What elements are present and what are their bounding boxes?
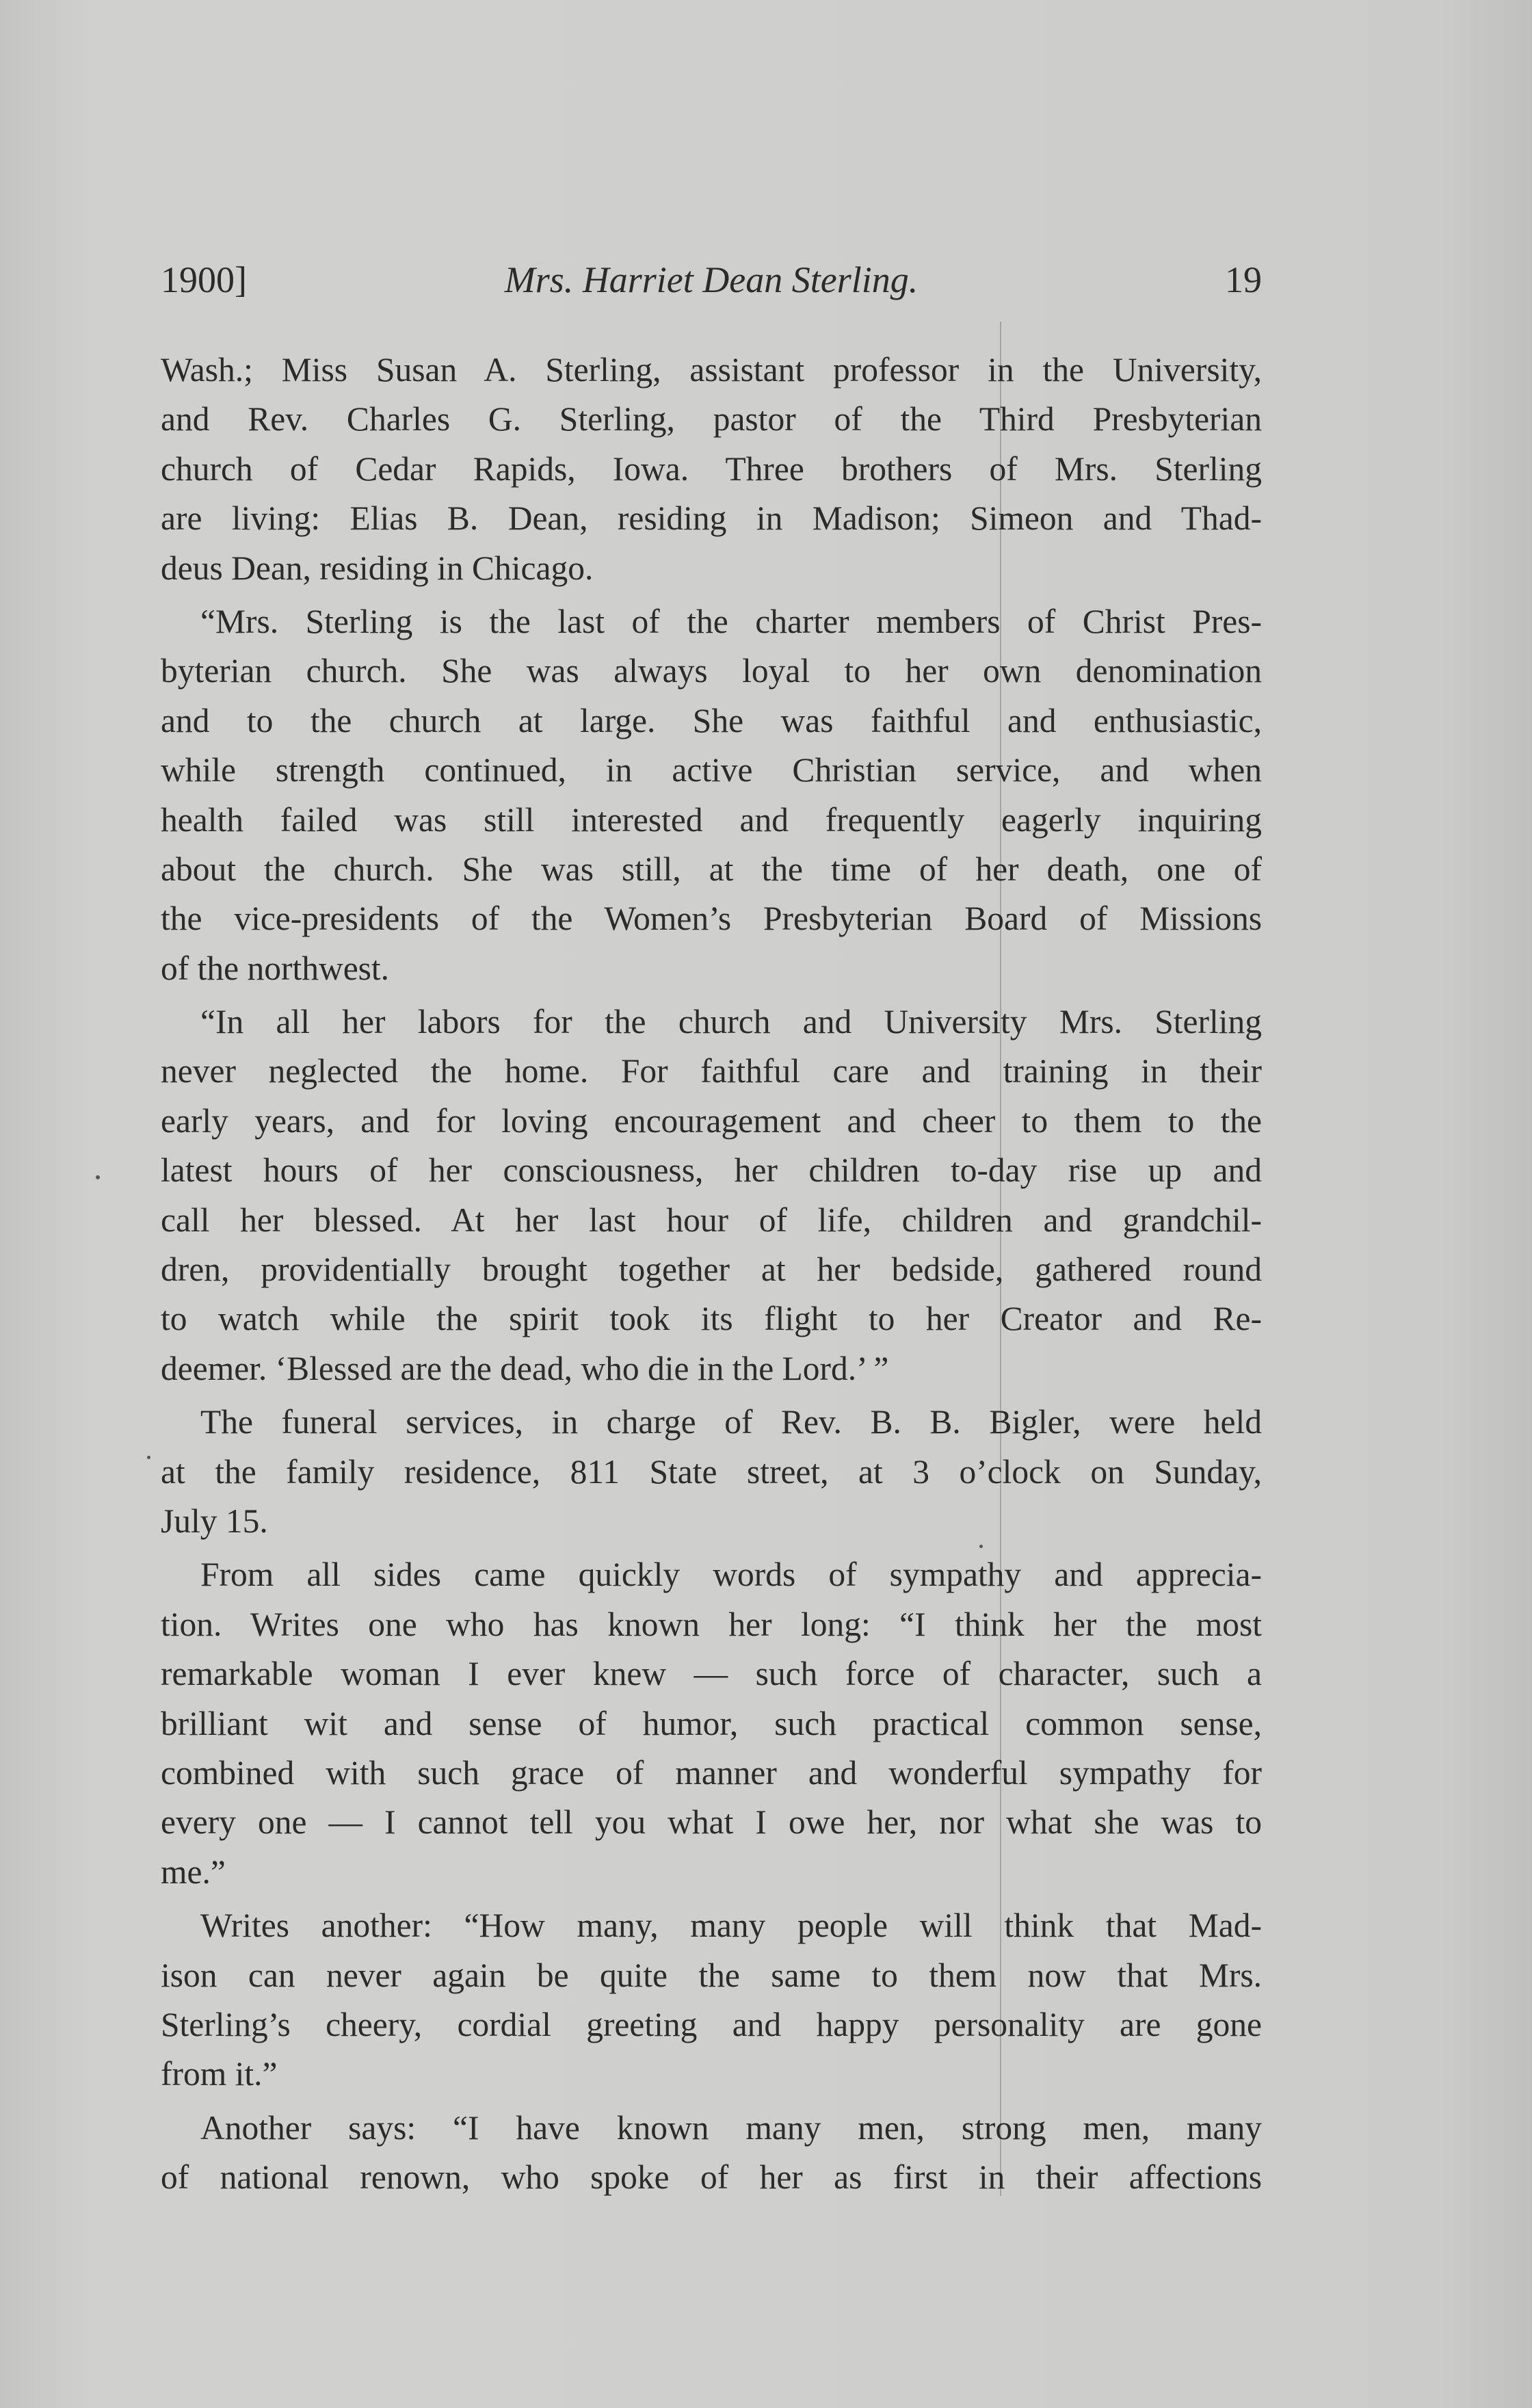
- text-line: From all sides came quickly words of sympathy and apprecia-: [200, 1556, 1262, 1594]
- ink-speck: [147, 1456, 150, 1459]
- text-line: to watch while the spirit took its flight to her Creator and Re-: [161, 1300, 1262, 1338]
- text-line: The funeral services, in charge of Rev. B. B. Bigler, were held: [200, 1403, 1262, 1441]
- text-line: remarkable woman I ever knew — such force of character, such a: [161, 1655, 1262, 1693]
- text-line: are living: Elias B. Dean, residing in Madison; Simeon and Thad-: [161, 499, 1262, 538]
- text-line: deemer. ‘Blessed are the dead, who die in the Lord.’ ”: [161, 1349, 889, 1387]
- text-line: Sterling’s cheery, cordial greeting and happy personality are gone: [161, 2005, 1262, 2043]
- paragraph: [161, 997, 1262, 1393]
- paragraph: [161, 1398, 1262, 1546]
- paragraph: [161, 345, 1262, 593]
- text-line: at the family residence, 811 State street, at 3 o’clock on Sunday,: [161, 1452, 1262, 1491]
- text-line: tion. Writes one who has known her long: “I think her the most: [161, 1605, 1262, 1643]
- text-line: church of Cedar Rapids, Iowa. Three brothers of Mrs. Sterling: [161, 449, 1262, 488]
- text-line: early years, and for loving encouragement and cheer to them to the: [161, 1101, 1262, 1140]
- text-line: “In all her labors for the church and University Mrs. Sterling: [200, 1003, 1262, 1041]
- text-line: latest hours of her consciousness, her children to-day rise up and: [161, 1151, 1262, 1190]
- text-line: byterian church. She was always loyal to her own denomination: [161, 652, 1262, 690]
- text-line: dren, providentially brought together at her bedside, gathered round: [161, 1251, 1262, 1289]
- text-line: call her blessed. At her last hour of life, children and grandchil-: [161, 1201, 1262, 1239]
- text-line: every one — I cannot tell you what I owe her, nor what she was to: [161, 1803, 1262, 1842]
- text-line: Writes another: “How many, many people will think that Mad-: [200, 1907, 1262, 1945]
- text-line: health failed was still interested and frequently eagerly inquiring: [161, 800, 1262, 839]
- text-line: and Rev. Charles G. Sterling, pastor of the Third Presbyterian: [161, 400, 1262, 439]
- text-line: about the church. She was still, at the time of her death, one of: [161, 850, 1262, 888]
- text-line: combined with such grace of manner and wonderful sympathy for: [161, 1753, 1262, 1792]
- text-line: from it.”: [161, 2055, 278, 2093]
- text-line: ison can never again be quite the same to them now that Mrs.: [161, 1956, 1262, 1994]
- ink-speck: [96, 1175, 100, 1179]
- running-header: [161, 259, 1262, 320]
- body-text: [161, 345, 1262, 2206]
- paragraph: [161, 1550, 1262, 1897]
- paragraph: [161, 597, 1262, 993]
- text-line: me.”: [161, 1853, 226, 1891]
- paragraph: [161, 2104, 1262, 2203]
- text-line: Wash.; Miss Susan A. Sterling, assistant professor in the University,: [161, 351, 1262, 389]
- text-line: of the northwest.: [161, 949, 390, 987]
- text-line: Another says: “I have known many men, strong men, many: [200, 2108, 1262, 2147]
- text-line: July 15.: [161, 1502, 268, 1540]
- text-line: deus Dean, residing in Chicago.: [161, 549, 594, 587]
- header-title: Mrs. Harriet Dean Sterling.: [504, 259, 919, 300]
- header-year: 1900]: [161, 259, 247, 300]
- text-line: of national renown, who spoke of her as first in their affections: [161, 2158, 1262, 2197]
- text-line: and to the church at large. She was faithful and enthusiastic,: [161, 701, 1262, 740]
- text-line: while strength continued, in active Christian service, and when: [161, 751, 1262, 789]
- page-number: 19: [1225, 259, 1262, 300]
- text-line: never neglected the home. For faithful care and training in their: [161, 1052, 1262, 1090]
- text-line: “Mrs. Sterling is the last of the charter members of Christ Pres-: [200, 602, 1262, 640]
- text-line: the vice-presidents of the Women’s Presbyterian Board of Missions: [161, 900, 1262, 938]
- paragraph: [161, 1901, 1262, 2099]
- text-line: brilliant wit and sense of humor, such practical common sense,: [161, 1704, 1262, 1742]
